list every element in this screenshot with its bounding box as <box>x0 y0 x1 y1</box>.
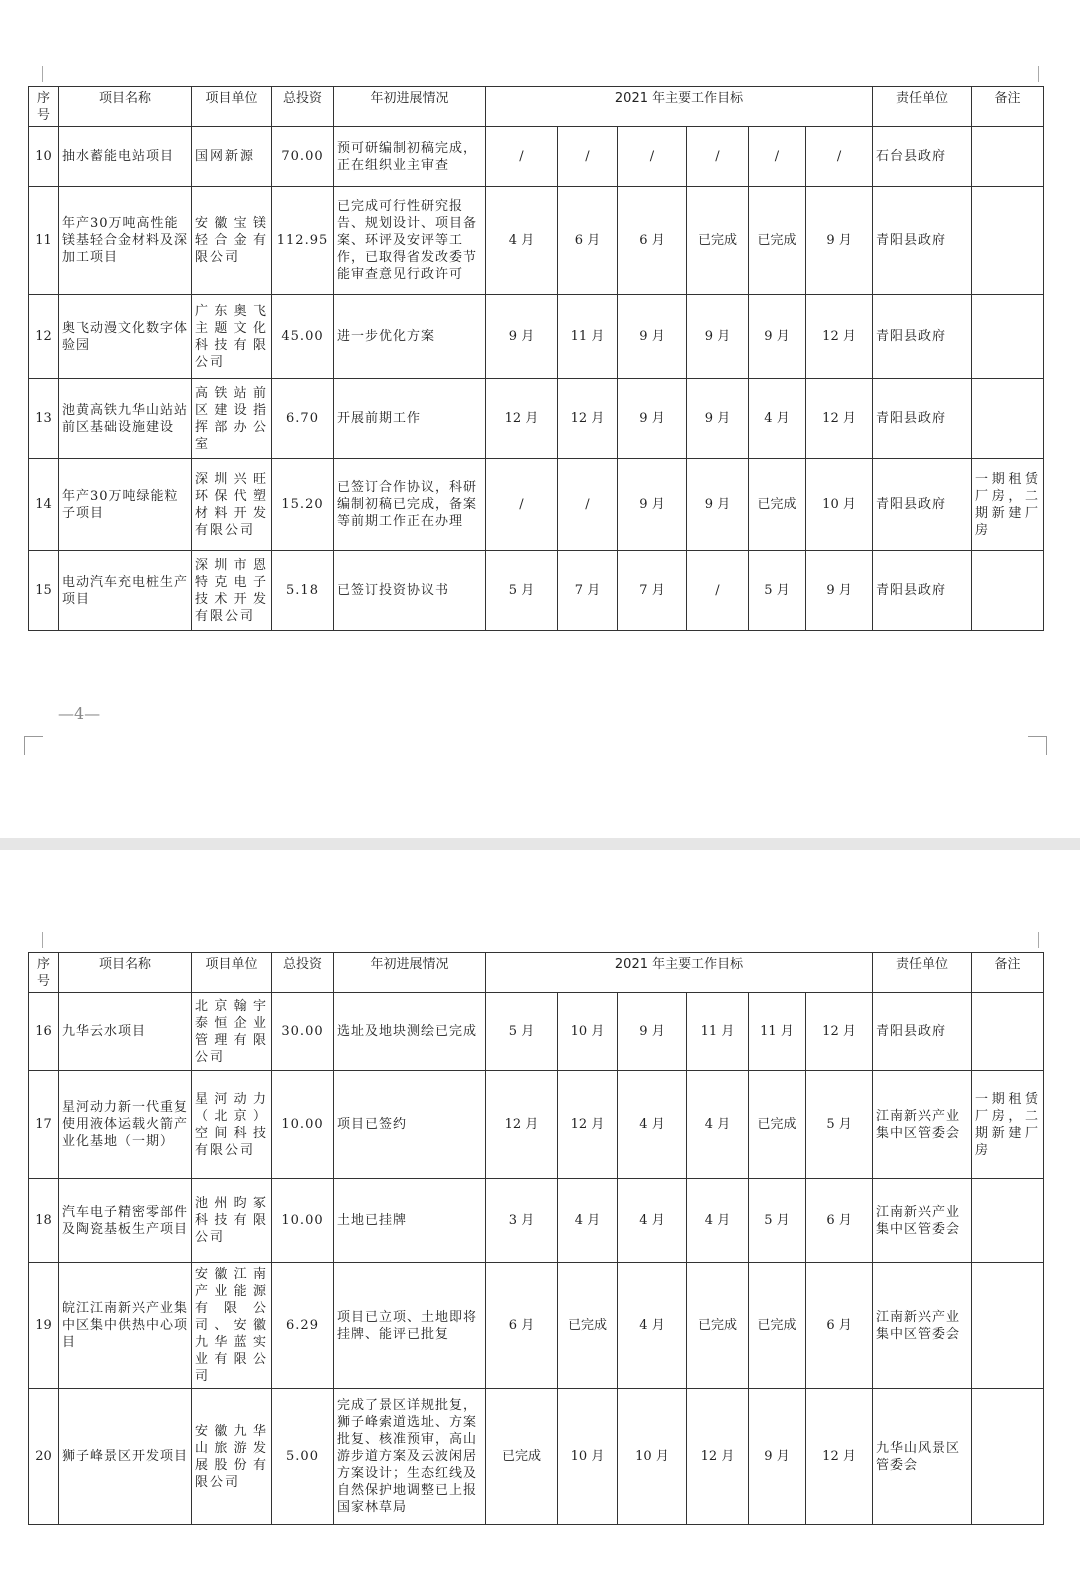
row-goal-cell: / <box>558 459 618 551</box>
row-goal-cell: 已完成 <box>486 1389 558 1525</box>
row-goal-cell: 6 月 <box>806 1179 873 1263</box>
row-responsible-unit-cell: 青阳县政府 <box>873 379 972 459</box>
row-goal-cell: / <box>486 459 558 551</box>
row-goal-cell: 9 月 <box>749 1389 806 1525</box>
row-note-cell <box>972 295 1044 379</box>
row-goal-cell: 已完成 <box>749 1071 806 1179</box>
row-goal-cell: 6 月 <box>618 187 687 295</box>
row-goal-cell: 6 月 <box>486 1263 558 1389</box>
row-goal-cell: 7 月 <box>558 551 618 631</box>
row-project-name-cell: 电动汽车充电桩生产项目 <box>59 551 192 631</box>
row-progress-cell: 已签订投资协议书 <box>334 551 486 631</box>
row-goal-cell: 已完成 <box>749 459 806 551</box>
row-note-cell <box>972 993 1044 1071</box>
row-note-cell <box>972 379 1044 459</box>
row-project-name-cell: 奥飞动漫文化数字体验园 <box>59 295 192 379</box>
row-investment-cell: 10.00 <box>272 1179 334 1263</box>
crop-mark <box>42 66 43 82</box>
header-note: 备注 <box>972 953 1044 993</box>
header-seq: 序号 <box>29 87 59 127</box>
row-goal-cell: / <box>618 127 687 187</box>
table-row <box>29 1179 1044 1263</box>
row-investment-cell: 70.00 <box>272 127 334 187</box>
row-project-unit-cell: 安徽宝镁轻合金有限公司 <box>192 187 272 295</box>
row-progress-cell: 选址及地块测绘已完成 <box>334 993 486 1071</box>
row-project-unit-cell: 池州昀冢科技有限公司 <box>192 1179 272 1263</box>
row-goal-cell: 4 月 <box>558 1179 618 1263</box>
row-goal-cell: 已完成 <box>687 1263 749 1389</box>
row-investment-cell: 6.29 <box>272 1263 334 1389</box>
table-header-row <box>29 953 1044 993</box>
row-goal-cell: 11 月 <box>749 993 806 1071</box>
row-responsible-unit-cell: 九华山风景区管委会 <box>873 1389 972 1525</box>
row-seq-cell: 20 <box>29 1389 59 1525</box>
row-seq-cell: 14 <box>29 459 59 551</box>
row-goal-cell: / <box>687 551 749 631</box>
row-goal-cell: 3 月 <box>486 1179 558 1263</box>
row-project-unit-cell: 国网新源 <box>192 127 272 187</box>
header-progress: 年初进展情况 <box>334 87 486 127</box>
row-goal-cell: 5 月 <box>749 1179 806 1263</box>
page-gap <box>0 838 1080 850</box>
row-note-cell <box>972 551 1044 631</box>
row-goal-cell: 9 月 <box>749 295 806 379</box>
header-seq: 序号 <box>29 953 59 993</box>
row-investment-cell: 15.20 <box>272 459 334 551</box>
row-goal-cell: 4 月 <box>618 1071 687 1179</box>
row-goal-cell: 4 月 <box>749 379 806 459</box>
crop-mark <box>1038 66 1039 82</box>
row-goal-cell: 9 月 <box>687 459 749 551</box>
row-project-unit-cell: 广东奥飞主题文化科技有限公司 <box>192 295 272 379</box>
row-responsible-unit-cell: 江南新兴产业集中区管委会 <box>873 1263 972 1389</box>
row-responsible-unit-cell: 江南新兴产业集中区管委会 <box>873 1071 972 1179</box>
row-goal-cell: 12 月 <box>806 1389 873 1525</box>
row-goal-cell: 已完成 <box>749 187 806 295</box>
row-goal-cell: 12 月 <box>558 379 618 459</box>
row-goal-cell: 4 月 <box>486 187 558 295</box>
row-goal-cell: 10 月 <box>618 1389 687 1525</box>
row-goal-cell: 9 月 <box>486 295 558 379</box>
row-responsible-unit-cell: 石台县政府 <box>873 127 972 187</box>
row-project-name-cell: 星河动力新一代重复使用液体运载火箭产业化基地（一期） <box>59 1071 192 1179</box>
table-row <box>29 551 1044 631</box>
row-goal-cell: 11 月 <box>558 295 618 379</box>
row-progress-cell: 开展前期工作 <box>334 379 486 459</box>
row-note-cell: 一期租赁厂房，二期新建厂房 <box>972 459 1044 551</box>
row-goal-cell: 5 月 <box>486 993 558 1071</box>
row-project-name-cell: 汽车电子精密零部件及陶瓷基板生产项目 <box>59 1179 192 1263</box>
row-goal-cell: 12 月 <box>687 1389 749 1525</box>
row-project-name-cell: 皖江江南新兴产业集中区集中供热中心项目 <box>59 1263 192 1389</box>
row-responsible-unit-cell: 青阳县政府 <box>873 993 972 1071</box>
row-goal-cell: 9 月 <box>618 295 687 379</box>
crop-mark <box>42 932 43 948</box>
row-project-unit-cell: 安徽九华山旅游发展股份有限公司 <box>192 1389 272 1525</box>
row-goal-cell: 5 月 <box>806 1071 873 1179</box>
table-header-row <box>29 87 1044 127</box>
row-goal-cell: 12 月 <box>486 1071 558 1179</box>
row-progress-cell: 预可研编制初稿完成，正在组织业主审查 <box>334 127 486 187</box>
row-investment-cell: 10.00 <box>272 1071 334 1179</box>
row-seq-cell: 12 <box>29 295 59 379</box>
row-seq-cell: 16 <box>29 993 59 1071</box>
row-note-cell <box>972 127 1044 187</box>
header-goals: 2021 年主要工作目标 <box>486 953 873 993</box>
row-project-unit-cell: 深圳市恩特克电子技术开发有限公司 <box>192 551 272 631</box>
row-investment-cell: 5.00 <box>272 1389 334 1525</box>
row-investment-cell: 30.00 <box>272 993 334 1071</box>
row-seq-cell: 13 <box>29 379 59 459</box>
row-goal-cell: 4 月 <box>618 1179 687 1263</box>
header-progress: 年初进展情况 <box>334 953 486 993</box>
row-goal-cell: / <box>486 127 558 187</box>
row-project-unit-cell: 安徽江南产业能源有限公司、安徽九华蓝实业有限公司 <box>192 1263 272 1389</box>
row-goal-cell: 9 月 <box>687 379 749 459</box>
row-progress-cell: 进一步优化方案 <box>334 295 486 379</box>
header-project-name: 项目名称 <box>59 87 192 127</box>
row-seq-cell: 18 <box>29 1179 59 1263</box>
row-goal-cell: 9 月 <box>618 459 687 551</box>
row-goal-cell: 6 月 <box>806 1263 873 1389</box>
row-project-unit-cell: 北京翰宇泰恒企业管理有限公司 <box>192 993 272 1071</box>
page-corner-mark <box>24 736 43 755</box>
row-responsible-unit-cell: 青阳县政府 <box>873 295 972 379</box>
row-project-name-cell: 年产30万吨绿能粒子项目 <box>59 459 192 551</box>
row-progress-cell: 已完成可行性研究报告、规划设计、项目备案、环评及安评等工作，已取得省发改委节能审查意见行政许可 <box>334 187 486 295</box>
row-goal-cell: 7 月 <box>618 551 687 631</box>
header-responsible-unit: 责任单位 <box>873 953 972 993</box>
table-row <box>29 187 1044 295</box>
row-investment-cell: 112.95 <box>272 187 334 295</box>
row-goal-cell: 已完成 <box>749 1263 806 1389</box>
row-progress-cell: 已签订合作协议，科研编制初稿已完成，备案等前期工作正在办理 <box>334 459 486 551</box>
row-goal-cell: 6 月 <box>558 187 618 295</box>
row-responsible-unit-cell: 青阳县政府 <box>873 187 972 295</box>
row-project-name-cell: 狮子峰景区开发项目 <box>59 1389 192 1525</box>
row-goal-cell: 4 月 <box>687 1071 749 1179</box>
row-project-name-cell: 九华云水项目 <box>59 993 192 1071</box>
crop-mark <box>1038 932 1039 948</box>
row-goal-cell: 10 月 <box>806 459 873 551</box>
row-seq-cell: 19 <box>29 1263 59 1389</box>
header-total-investment: 总投资 <box>272 87 334 127</box>
row-goal-cell: 4 月 <box>618 1263 687 1389</box>
row-goal-cell: 12 月 <box>806 295 873 379</box>
header-goals: 2021 年主要工作目标 <box>486 87 873 127</box>
row-goal-cell: 9 月 <box>618 993 687 1071</box>
header-project-unit: 项目单位 <box>192 953 272 993</box>
row-investment-cell: 6.70 <box>272 379 334 459</box>
row-note-cell <box>972 1263 1044 1389</box>
row-goal-cell: / <box>687 127 749 187</box>
row-goal-cell: 10 月 <box>558 993 618 1071</box>
row-note-cell <box>972 1389 1044 1525</box>
row-seq-cell: 11 <box>29 187 59 295</box>
page-number: —4— <box>58 704 101 723</box>
row-responsible-unit-cell: 江南新兴产业集中区管委会 <box>873 1179 972 1263</box>
header-project-name: 项目名称 <box>59 953 192 993</box>
row-goal-cell: 4 月 <box>687 1179 749 1263</box>
row-project-unit-cell: 星河动力（北京）空间科技有限公司 <box>192 1071 272 1179</box>
row-note-cell <box>972 1179 1044 1263</box>
row-goal-cell: 12 月 <box>806 993 873 1071</box>
table-row <box>29 295 1044 379</box>
row-goal-cell: 5 月 <box>486 551 558 631</box>
row-project-unit-cell: 深圳兴旺环保代塑材料开发有限公司 <box>192 459 272 551</box>
row-note-cell <box>972 187 1044 295</box>
table-row <box>29 1263 1044 1389</box>
row-investment-cell: 45.00 <box>272 295 334 379</box>
row-responsible-unit-cell: 青阳县政府 <box>873 459 972 551</box>
table-row <box>29 459 1044 551</box>
header-total-investment: 总投资 <box>272 953 334 993</box>
row-progress-cell: 项目已签约 <box>334 1071 486 1179</box>
row-goal-cell: 12 月 <box>558 1071 618 1179</box>
table-row <box>29 993 1044 1071</box>
row-goal-cell: 9 月 <box>687 295 749 379</box>
row-project-name-cell: 池黄高铁九华山站站前区基础设施建设 <box>59 379 192 459</box>
row-goal-cell: 10 月 <box>558 1389 618 1525</box>
row-seq-cell: 10 <box>29 127 59 187</box>
row-goal-cell: 11 月 <box>687 993 749 1071</box>
row-progress-cell: 项目已立项、土地即将挂牌、能评已批复 <box>334 1263 486 1389</box>
row-note-cell: 一期租赁厂房，二期新建厂房 <box>972 1071 1044 1179</box>
table-row <box>29 379 1044 459</box>
row-project-name-cell: 年产30万吨高性能镁基轻合金材料及深加工项目 <box>59 187 192 295</box>
row-seq-cell: 17 <box>29 1071 59 1179</box>
row-goal-cell: 9 月 <box>618 379 687 459</box>
header-note: 备注 <box>972 87 1044 127</box>
row-project-name-cell: 抽水蓄能电站项目 <box>59 127 192 187</box>
row-seq-cell: 15 <box>29 551 59 631</box>
row-goal-cell: / <box>806 127 873 187</box>
header-responsible-unit: 责任单位 <box>873 87 972 127</box>
row-goal-cell: 9 月 <box>806 187 873 295</box>
header-project-unit: 项目单位 <box>192 87 272 127</box>
row-goal-cell: 已完成 <box>687 187 749 295</box>
row-project-unit-cell: 高铁站前区建设指挥部办公室 <box>192 379 272 459</box>
table-row <box>29 127 1044 187</box>
table-row <box>29 1389 1044 1525</box>
row-goal-cell: / <box>749 127 806 187</box>
row-goal-cell: 12 月 <box>486 379 558 459</box>
row-goal-cell: 9 月 <box>806 551 873 631</box>
row-goal-cell: 已完成 <box>558 1263 618 1389</box>
row-investment-cell: 5.18 <box>272 551 334 631</box>
row-progress-cell: 土地已挂牌 <box>334 1179 486 1263</box>
row-goal-cell: / <box>558 127 618 187</box>
table-row <box>29 1071 1044 1179</box>
row-responsible-unit-cell: 青阳县政府 <box>873 551 972 631</box>
row-progress-cell: 完成了景区详规批复，狮子峰索道选址、方案批复、核准预审，高山游步道方案及云波闲居方案设计；生态红线及自然保护地调整已上报国家林草局 <box>334 1389 486 1525</box>
row-goal-cell: 5 月 <box>749 551 806 631</box>
page-corner-mark <box>1028 736 1047 755</box>
project-table-page-1 <box>28 86 1044 631</box>
row-goal-cell: 12 月 <box>806 379 873 459</box>
project-table-page-2 <box>28 952 1044 1525</box>
